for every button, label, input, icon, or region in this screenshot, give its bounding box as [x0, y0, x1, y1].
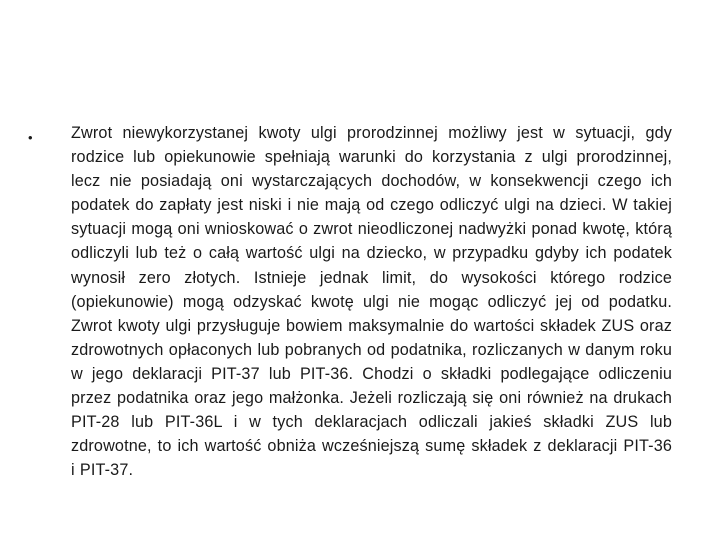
bullet-icon: • [28, 130, 33, 145]
bullet-item [28, 121, 678, 482]
bullet-paragraph: Zwrot niewykorzystanej kwoty ulgi prorodzinnej możliwy jest w sytuacji, gdy rodzice lub opiekunowie spełniają warunki do korzystania z ulgi prorodzinnej, lecz nie posiadają oni wystarczających dochodów, w konsekwencji czego ich podatek do zapłaty jest niski i nie mają od czego odliczyć ulgi na dzieci. W takiej sytuacji mogą oni wnioskować o zwrot nieodliczonej nadwyżki ponad kwotę, którą odliczyli lub też o całą wartość ulgi na dziecko, w przypadku gdyby ich podatek wynosił zero złotych. Istnieje jednak limit, do wysokości którego rodzice (opiekunowie) mogą odzyskać kwotę ulgi nie mogąc odliczyć jej od podatku. Zwrot kwoty ulgi przysługuje bowiem maksymalnie do wartości składek ZUS oraz zdrowotnych opłaconych lub pobranych od podatnika, rozliczanych w danym roku w jego deklaracji PIT-37 lub PIT-36. Chodzi o składki podlegające odliczeniu przez podatnika oraz jego małżonka. Jeżeli rozliczają się oni również na drukach PIT-28 lub PIT-36L i w tych deklaracjach odliczali jakieś składki ZUS lub zdrowotne, to ich wartość obniża wcześniejszą sumę składek z deklaracji PIT-36 i PIT-37. [71, 124, 672, 480]
